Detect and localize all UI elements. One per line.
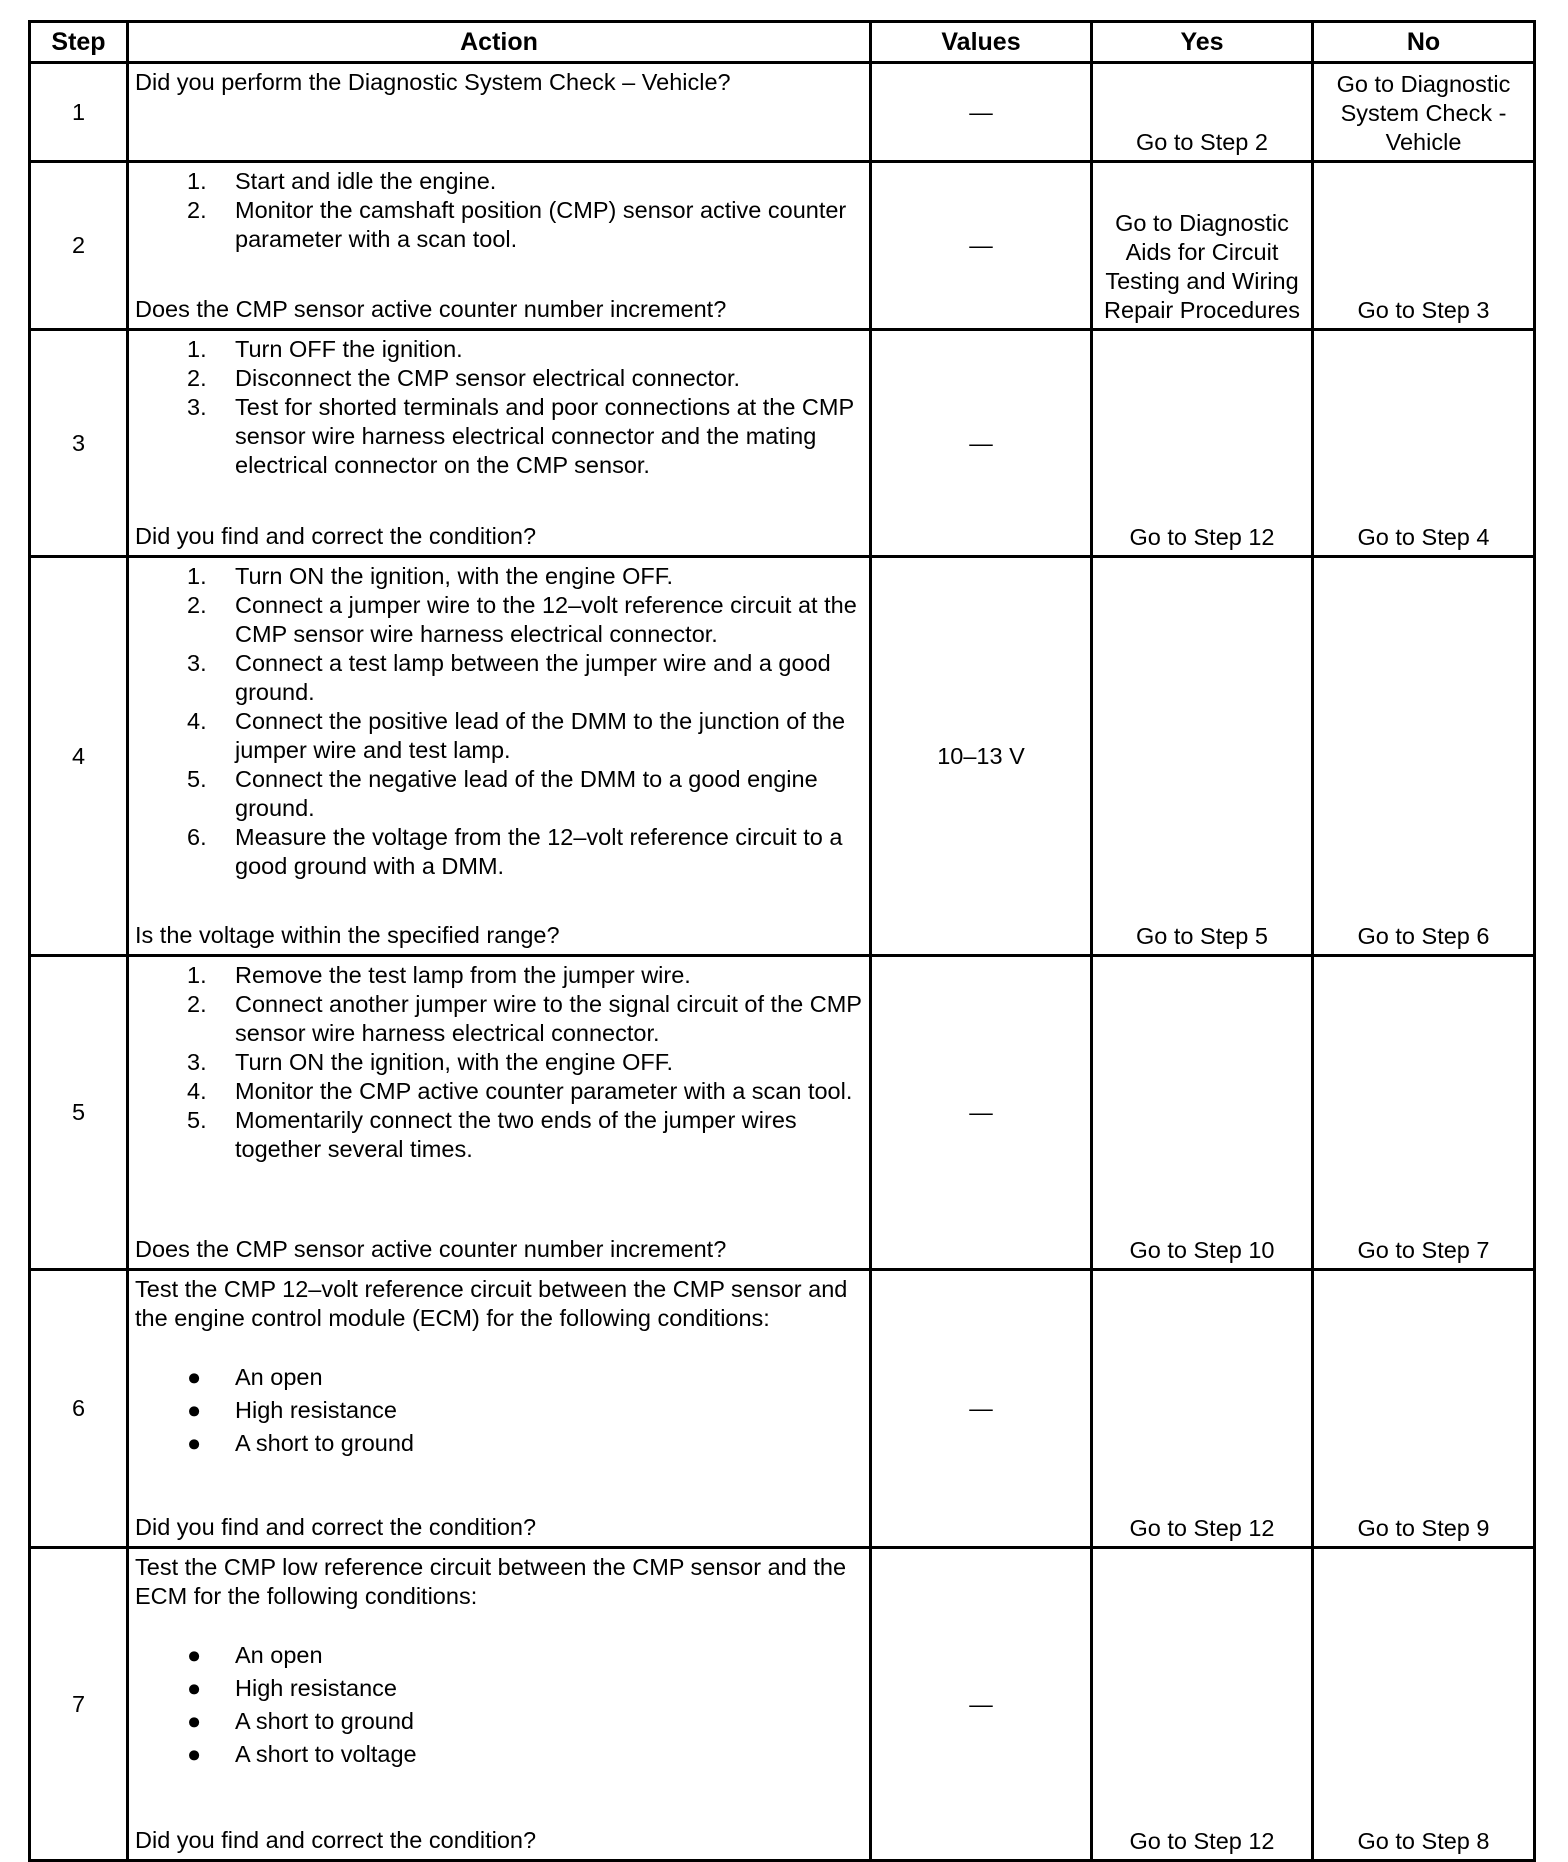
header-action: Action <box>128 22 871 63</box>
action-question: Does the CMP sensor active counter number increment? <box>135 296 727 322</box>
condition-list <box>135 1361 863 1460</box>
list-item <box>135 1427 863 1460</box>
table-row <box>30 1548 1535 1861</box>
action-question: Is the voltage within the specified range? <box>135 922 560 948</box>
bullet-icon: ● <box>187 1708 202 1734</box>
step-number: 3 <box>30 330 128 557</box>
value-cell: — <box>871 1548 1092 1861</box>
item-text: Connect another jumper wire to the signal circuit of the CMP sensor wire harness electrical connector. <box>235 991 862 1046</box>
yes-cell: Go to Step 10 <box>1092 956 1313 1270</box>
list-item <box>135 1738 863 1771</box>
item-text: High resistance <box>235 1397 397 1423</box>
item-number: 4. <box>187 708 207 734</box>
list-item <box>135 167 863 196</box>
action-steps <box>135 335 863 480</box>
item-number: 2. <box>187 197 207 223</box>
list-item <box>135 707 863 765</box>
list-item <box>135 1394 863 1427</box>
step-number: 4 <box>30 557 128 956</box>
item-number: 3. <box>187 1049 207 1075</box>
value-cell: — <box>871 330 1092 557</box>
list-item <box>135 961 863 990</box>
item-text: Monitor the CMP active counter parameter with a scan tool. <box>235 1078 853 1104</box>
list-item <box>135 1077 863 1106</box>
item-text: Monitor the camshaft position (CMP) sensor active counter parameter with a scan tool. <box>235 197 847 252</box>
no-cell: Go to Step 6 <box>1313 557 1535 956</box>
yes-cell: Go to Step 2 <box>1092 63 1313 162</box>
item-text: Start and idle the engine. <box>235 168 497 194</box>
list-item <box>135 393 863 480</box>
step-number: 1 <box>30 63 128 162</box>
list-item <box>135 1672 863 1705</box>
value-cell: — <box>871 956 1092 1270</box>
bullet-icon: ● <box>187 1675 202 1701</box>
header-step: Step <box>30 22 128 63</box>
list-item <box>135 990 863 1048</box>
item-text: Disconnect the CMP sensor electrical connector. <box>235 365 741 391</box>
item-text: A short to ground <box>235 1708 414 1734</box>
list-item <box>135 1361 863 1394</box>
action-question: Does the CMP sensor active counter number increment? <box>135 1236 727 1262</box>
list-item <box>135 562 863 591</box>
no-cell: Go to Diagnostic System Check - Vehicle <box>1313 63 1535 162</box>
action-question: Did you find and correct the condition? <box>135 523 537 549</box>
table-row <box>30 1270 1535 1548</box>
yes-cell: Go to Diagnostic Aids for Circuit Testing and Wiring Repair Procedures <box>1092 162 1313 330</box>
step-number: 2 <box>30 162 128 330</box>
step-number: 6 <box>30 1270 128 1548</box>
action-cell <box>128 63 871 162</box>
item-number: 1. <box>187 563 207 589</box>
list-item <box>135 649 863 707</box>
item-text: A short to ground <box>235 1430 414 1456</box>
action-cell <box>128 330 871 557</box>
item-number: 3. <box>187 394 207 420</box>
action-steps <box>135 961 863 1164</box>
list-item <box>135 765 863 823</box>
item-text: Connect the positive lead of the DMM to the junction of the jumper wire and test lamp. <box>235 708 846 763</box>
bullet-icon: ● <box>187 1741 202 1767</box>
item-text: Connect a jumper wire to the 12–volt reference circuit at the CMP sensor wire harness electrical connector. <box>235 592 857 647</box>
item-text: Turn ON the ignition, with the engine OFF. <box>235 563 674 589</box>
item-number: 2. <box>187 991 207 1017</box>
table-row <box>30 956 1535 1270</box>
item-number: 6. <box>187 824 207 850</box>
item-number: 5. <box>187 1107 207 1133</box>
action-question: Did you perform the Diagnostic System Check – Vehicle? <box>135 69 731 95</box>
value-cell: 10–13 V <box>871 557 1092 956</box>
bullet-icon: ● <box>187 1364 202 1390</box>
item-text: An open <box>235 1364 323 1390</box>
bullet-icon: ● <box>187 1642 202 1668</box>
action-intro: Test the CMP 12–volt reference circuit between the CMP sensor and the engine control module (ECM) for the following conditions: <box>135 1276 848 1331</box>
item-text: Test for shorted terminals and poor connections at the CMP sensor wire harness electrical connector and the mating electrical connector on the CMP sensor. <box>235 394 854 478</box>
header-no: No <box>1313 22 1535 63</box>
item-text: Connect a test lamp between the jumper wire and a good ground. <box>235 650 831 705</box>
item-text: Turn OFF the ignition. <box>235 336 463 362</box>
item-number: 1. <box>187 962 207 988</box>
no-cell: Go to Step 8 <box>1313 1548 1535 1861</box>
table-row <box>30 63 1535 162</box>
list-item <box>135 823 863 881</box>
table-row <box>30 330 1535 557</box>
item-number: 2. <box>187 592 207 618</box>
item-text: A short to voltage <box>235 1741 417 1767</box>
action-cell <box>128 557 871 956</box>
action-steps <box>135 167 863 254</box>
item-number: 3. <box>187 650 207 676</box>
item-text: Turn ON the ignition, with the engine OFF. <box>235 1049 674 1075</box>
no-cell: Go to Step 7 <box>1313 956 1535 1270</box>
item-text: Momentarily connect the two ends of the jumper wires together several times. <box>235 1107 797 1162</box>
item-text: Measure the voltage from the 12–volt reference circuit to a good ground with a DMM. <box>235 824 843 879</box>
no-cell: Go to Step 9 <box>1313 1270 1535 1548</box>
value-cell: — <box>871 63 1092 162</box>
yes-cell: Go to Step 12 <box>1092 330 1313 557</box>
bullet-icon: ● <box>187 1430 202 1456</box>
item-number: 1. <box>187 168 207 194</box>
list-item <box>135 1705 863 1738</box>
table-row <box>30 557 1535 956</box>
list-item <box>135 591 863 649</box>
step-number: 7 <box>30 1548 128 1861</box>
list-item <box>135 1106 863 1164</box>
action-cell <box>128 956 871 1270</box>
action-intro: Test the CMP low reference circuit between the CMP sensor and the ECM for the following conditions: <box>135 1554 847 1609</box>
list-item <box>135 196 863 254</box>
list-item <box>135 1639 863 1672</box>
header-yes: Yes <box>1092 22 1313 63</box>
no-cell: Go to Step 4 <box>1313 330 1535 557</box>
item-text: Remove the test lamp from the jumper wire. <box>235 962 691 988</box>
item-number: 4. <box>187 1078 207 1104</box>
item-text: High resistance <box>235 1675 397 1701</box>
diagnostic-table <box>28 20 1536 1862</box>
action-steps <box>135 562 863 881</box>
item-text: Connect the negative lead of the DMM to a good engine ground. <box>235 766 818 821</box>
table-row <box>30 162 1535 330</box>
action-cell <box>128 1548 871 1861</box>
value-cell: — <box>871 162 1092 330</box>
action-cell <box>128 1270 871 1548</box>
item-text: An open <box>235 1642 323 1668</box>
yes-cell: Go to Step 12 <box>1092 1548 1313 1861</box>
step-number: 5 <box>30 956 128 1270</box>
header-row <box>30 22 1535 63</box>
list-item <box>135 1048 863 1077</box>
value-cell: — <box>871 1270 1092 1548</box>
action-cell <box>128 162 871 330</box>
yes-cell: Go to Step 5 <box>1092 557 1313 956</box>
item-number: 5. <box>187 766 207 792</box>
bullet-icon: ● <box>187 1397 202 1423</box>
item-number: 2. <box>187 365 207 391</box>
list-item <box>135 335 863 364</box>
list-item <box>135 364 863 393</box>
yes-cell: Go to Step 12 <box>1092 1270 1313 1548</box>
action-question: Did you find and correct the condition? <box>135 1827 537 1853</box>
condition-list <box>135 1639 863 1771</box>
no-cell: Go to Step 3 <box>1313 162 1535 330</box>
action-question: Did you find and correct the condition? <box>135 1514 537 1540</box>
header-values: Values <box>871 22 1092 63</box>
item-number: 1. <box>187 336 207 362</box>
